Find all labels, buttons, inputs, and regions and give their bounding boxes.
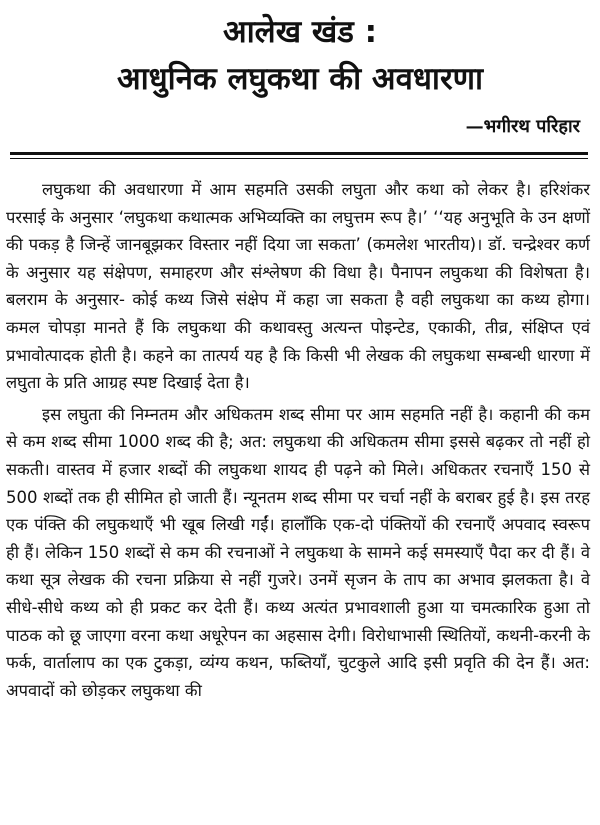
author-name: —भगीरथ परिहार (465, 116, 580, 137)
paragraph-2: इस लघुता की निम्नतम और अधिकतम शब्द सीमा पर आम सहमति नहीं है। कहानी की कम से कम शब्द सीमा 1000 शब्द की है; अत: लघुकथा की अधिकतम सीमा इससे बढ़कर तो नहीं हो सकती। वास्तव में हजार शब्दों की लघुकथा शायद ही पढ़ने को मिले। अधिकतर रचनाएँ 150 से 500 शब्दों तक ही सीमित हो जाती हैं। न्यूनतम शब्द सीमा पर चर्चा नहीं के बराबर हुई है। इस तरह एक पंक्ति की लघुकथाएँ भी खूब लिखी गईं। हालाँकि एक-दो पंक्तियों की रचनाएँ अपवाद स्वरूप ही हैं। लेकिन 150 शब्दों से कम की रचनाओं ने लघुकथा के सामने कई समस्याएँ पैदा कर दी हैं। वे कथा सूत्र लेखक की रचना प्रक्रिया से नहीं गुजरे। उनमें सृजन के ताप का अभाव झलकता है। वे सीधे-सीधे कथ्य को ही प्रकट कर देती हैं। कथ्य अत्यंत प्रभावशाली हुआ या चमत्कारिक हुआ तो पाठक को छू जाएगा वरना कथा अधूरेपन का अहसास देगी। विरोधाभासी स्थितियों, कथनी-करनी के फर्क, वार्तालाप का एक टुकड़ा, व्यंग्य कथन, फब्तियाँ, चुटकुले आदि इसी प्रवृति की देन हैं। अत: अपवादों को छोड़कर लघुकथा की (6, 404, 590, 700)
header-divider-thin (10, 158, 588, 159)
article-title: आधुनिक लघुकथा की अवधारणा (116, 61, 484, 97)
paragraph-1: लघुकथा की अवधारणा में आम सहमति उसकी लघुता और कथा को लेकर है। हरिशंकर परसाई के अनुसार ‘लघुकथा कथात्मक अभिव्यक्ति का लघुत्तम रूप है।’ ‘‘यह अनुभूति के उन क्षणों की पकड़ है जिन्हें जानबूझकर विस्तार नहीं दिया जा सकता’ (कमलेश भारतीय)। डॉ. चन्द्रेश्वर कर्ण के अनुसार यह संक्षेपण, समाहरण और संश्लेषण की विधा है। पैनापन लघुकथा की विशेषता है। बलराम के अनुसार- कोई कथ्य जिसे संक्षेप में कहा जा सकता है वही लघुकथा का कथ्य होगा। कमल चोपड़ा मानते हैं कि लघुकथा की कथावस्तु अत्यन्त पोइन्टेड, एकाकी, तीव्र, संक्षिप्त एवं प्रभावोत्पादक होती है। कहने का तात्पर्य यह है कि किसी भी लेखक की लघुकथा सम्बन्धी धारणा में लघुता के प्रति आग्रह स्पष्ट दिखाई देता है। (6, 180, 590, 393)
header-divider-thick (10, 152, 588, 155)
section-title: आलेख खंड : (223, 14, 377, 50)
article-body (6, 176, 590, 704)
